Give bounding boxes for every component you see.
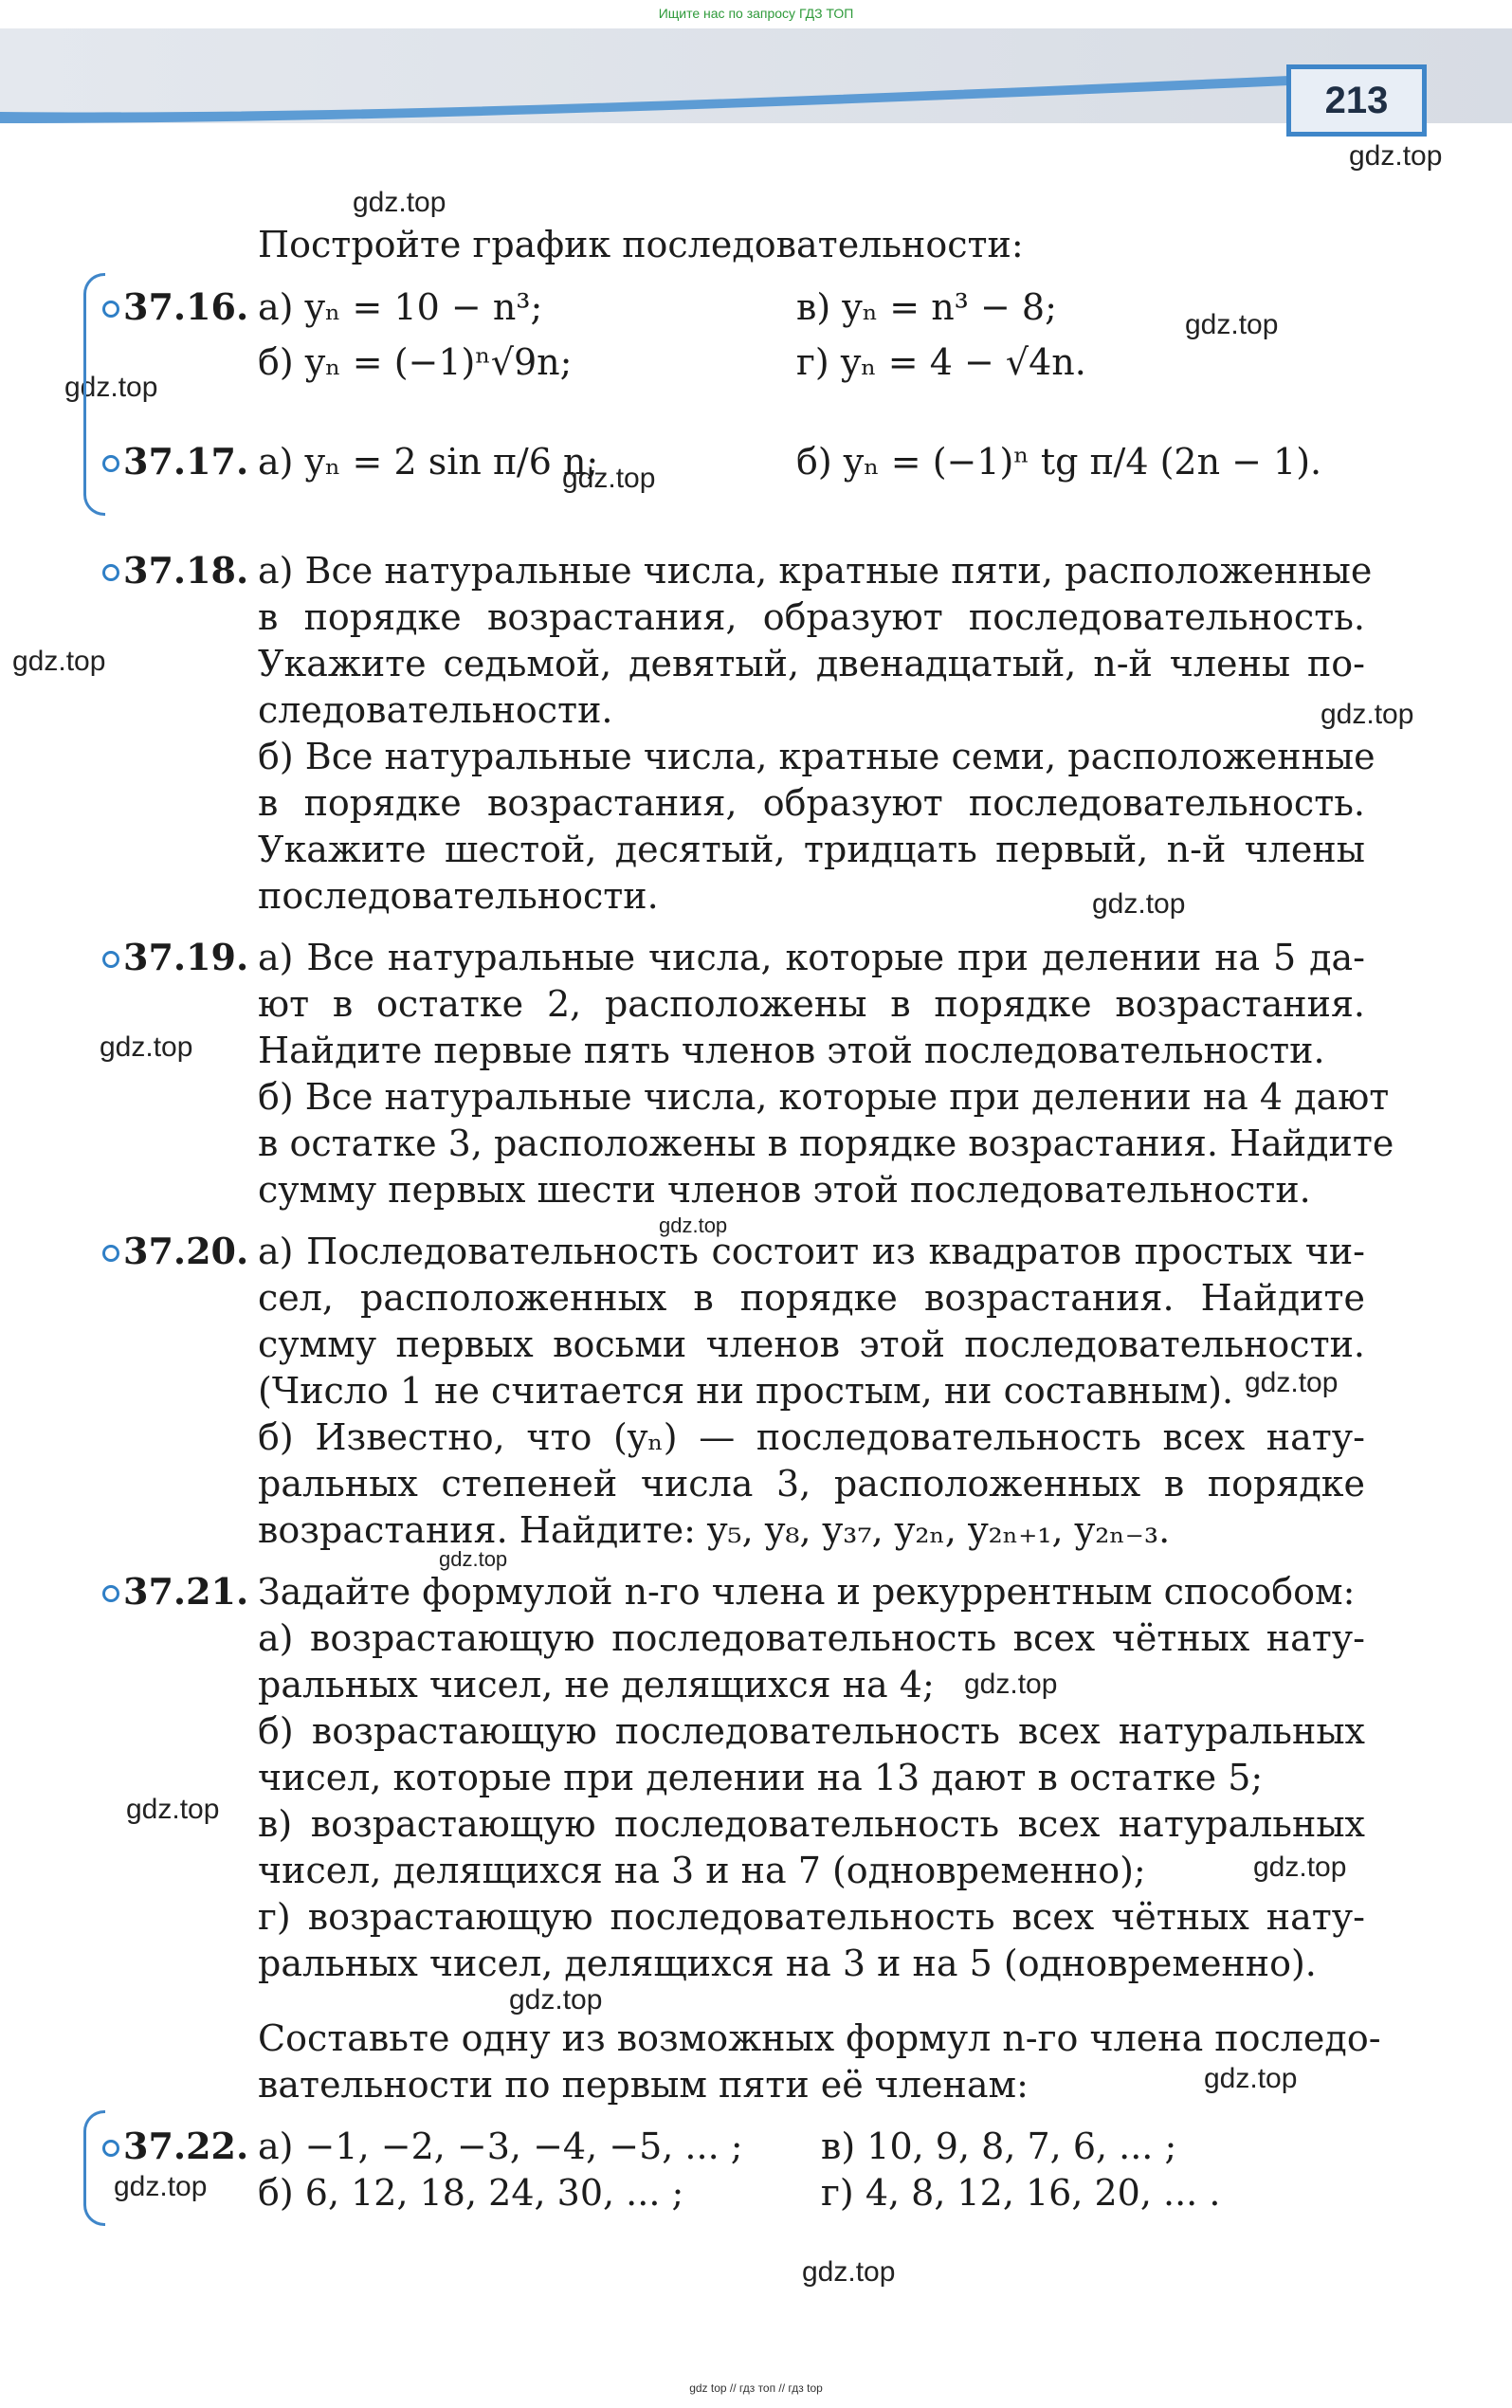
problem-number: 37.22. <box>102 2125 248 2167</box>
text-line: б) возрастающую последовательность всех натуральных <box>258 1710 1365 1752</box>
text-line: б) Известно, что (yₙ) — последовательность всех нату- <box>258 1416 1365 1458</box>
text-line: б) Все натуральные числа, кратные семи, расположенные <box>258 736 1375 777</box>
watermark: gdz.top <box>1185 309 1279 340</box>
problem-37-16-a: а) yₙ = 10 − n³; <box>258 286 543 328</box>
text-line: Укажите шестой, десятый, тридцать первый, n-й члены <box>258 829 1365 870</box>
bottom-note: gdz top // гдз топ // гдз top <box>689 2381 823 2395</box>
text-line: г) возрастающую последовательность всех чётных нату- <box>258 1896 1365 1938</box>
text-line: Укажите седьмой, девятый, двенадцатый, n-й члены по- <box>258 643 1365 684</box>
text-line: в) возрастающую последовательность всех натуральных <box>258 1803 1365 1845</box>
problem-37-22-v: в) 10, 9, 8, 7, 6, ... ; <box>821 2125 1177 2167</box>
text-line: а) Последовательность состоит из квадратов простых чи- <box>258 1231 1365 1272</box>
problem-37-22-a: а) −1, −2, −3, −4, −5, ... ; <box>258 2125 743 2167</box>
problem-number: 37.17. <box>102 441 248 483</box>
section-intro: Постройте график последовательности: <box>258 224 1024 265</box>
text-line: Найдите первые пять членов этой последовательности. <box>258 1030 1325 1071</box>
circle-marker-icon <box>102 564 119 581</box>
circle-marker-icon <box>102 455 119 472</box>
circle-marker-icon <box>102 301 119 318</box>
problem-37-16-g: г) yₙ = 4 − √4n. <box>796 341 1086 383</box>
text-line: а) Все натуральные числа, которые при делении на 5 да- <box>258 937 1365 978</box>
problem-number: 37.19. <box>102 937 248 978</box>
watermark: gdz.top <box>802 2256 896 2288</box>
watermark: gdz.top <box>1092 888 1186 920</box>
circle-marker-icon <box>102 1245 119 1262</box>
header-band <box>0 28 1512 128</box>
problem-37-17-b: б) yₙ = (−1)ⁿ tg π/4 (2n − 1). <box>796 441 1322 483</box>
watermark: gdz.top <box>439 1547 508 1571</box>
watermark: gdz.top <box>126 1794 220 1825</box>
watermark: gdz.top <box>1253 1852 1347 1883</box>
text-line: чисел, делящихся на 3 и на 7 (одновременно); <box>258 1850 1146 1891</box>
problem-number: 37.18. <box>102 550 248 592</box>
watermark: gdz.top <box>659 1213 728 1237</box>
page-number: 213 <box>1286 64 1427 137</box>
section-intro: вательности по первым пяти её членам: <box>258 2064 1029 2106</box>
text-line: сел, расположенных в порядке возрастания. Найдите <box>258 1277 1365 1319</box>
text-line: чисел, которые при делении на 13 дают в остатке 5; <box>258 1757 1264 1798</box>
text-line: последовательности. <box>258 875 659 917</box>
watermark: gdz.top <box>114 2171 208 2202</box>
text-line: а) возрастающую последовательность всех чётных нату- <box>258 1617 1365 1659</box>
text-line: следовательности. <box>258 689 613 731</box>
problem-number: 37.20. <box>102 1231 248 1272</box>
watermark: gdz.top <box>509 1984 603 2016</box>
text-line: в порядке возрастания, образуют последовательность. <box>258 596 1365 638</box>
watermark: gdz.top <box>1204 2063 1298 2094</box>
text-line: сумму первых шести членов этой последовательности. <box>258 1169 1311 1211</box>
text-line: а) Все натуральные числа, кратные пяти, расположенные <box>258 550 1373 592</box>
circle-marker-icon <box>102 2140 119 2157</box>
text-line: б) Все натуральные числа, которые при делении на 4 дают <box>258 1076 1390 1118</box>
header-decoration <box>0 28 1512 128</box>
text-line: ют в остатке 2, расположены в порядке возрастания. <box>258 983 1365 1025</box>
text-line: возрастания. Найдите: y₅, y₈, y₃₇, y₂ₙ, y₂ₙ₊₁, y₂ₙ₋₃. <box>258 1509 1171 1551</box>
text-line: ральных чисел, не делящихся на 4; <box>258 1664 935 1706</box>
text-line: Задайте формулой n-го члена и рекуррентным способом: <box>258 1571 1356 1613</box>
watermark: gdz.top <box>64 372 158 403</box>
problem-37-17-a: а) yₙ = 2 sin π/6 n; <box>258 441 599 483</box>
text-line: в остатке 3, расположены в порядке возрастания. Найдите <box>258 1122 1394 1164</box>
text-line: ральных степеней числа 3, расположенных в порядке <box>258 1463 1365 1505</box>
problem-number: 37.21. <box>102 1571 248 1613</box>
text-line: ральных чисел, делящихся на 3 и на 5 (одновременно). <box>258 1943 1317 1984</box>
section-intro: Составьте одну из возможных формул n-го члена последо- <box>258 2017 1381 2059</box>
watermark: gdz.top <box>1321 699 1414 730</box>
circle-marker-icon <box>102 1585 119 1602</box>
text-line: в порядке возрастания, образуют последовательность. <box>258 782 1365 824</box>
problem-37-16-v: в) yₙ = n³ − 8; <box>796 286 1057 328</box>
watermark: gdz.top <box>1245 1367 1339 1398</box>
watermark: gdz.top <box>100 1031 193 1063</box>
problem-37-22-b: б) 6, 12, 18, 24, 30, ... ; <box>258 2172 684 2214</box>
circle-marker-icon <box>102 951 119 968</box>
problem-37-22-g: г) 4, 8, 12, 16, 20, ... . <box>821 2172 1221 2214</box>
problem-37-16-b: б) yₙ = (−1)ⁿ√9n; <box>258 341 573 383</box>
watermark: gdz.top <box>1349 140 1443 172</box>
problem-number: 37.16. <box>102 286 248 328</box>
watermark: gdz.top <box>964 1669 1058 1700</box>
watermark: gdz.top <box>353 187 446 218</box>
watermark: gdz.top <box>12 646 106 677</box>
text-line: сумму первых восьми членов этой последовательности. <box>258 1323 1365 1365</box>
text-line: (Число 1 не считается ни простым, ни составным). <box>258 1370 1234 1412</box>
top-note: Ищите нас по запросу ГДЗ ТОП <box>658 6 854 21</box>
watermark: gdz.top <box>562 463 656 494</box>
